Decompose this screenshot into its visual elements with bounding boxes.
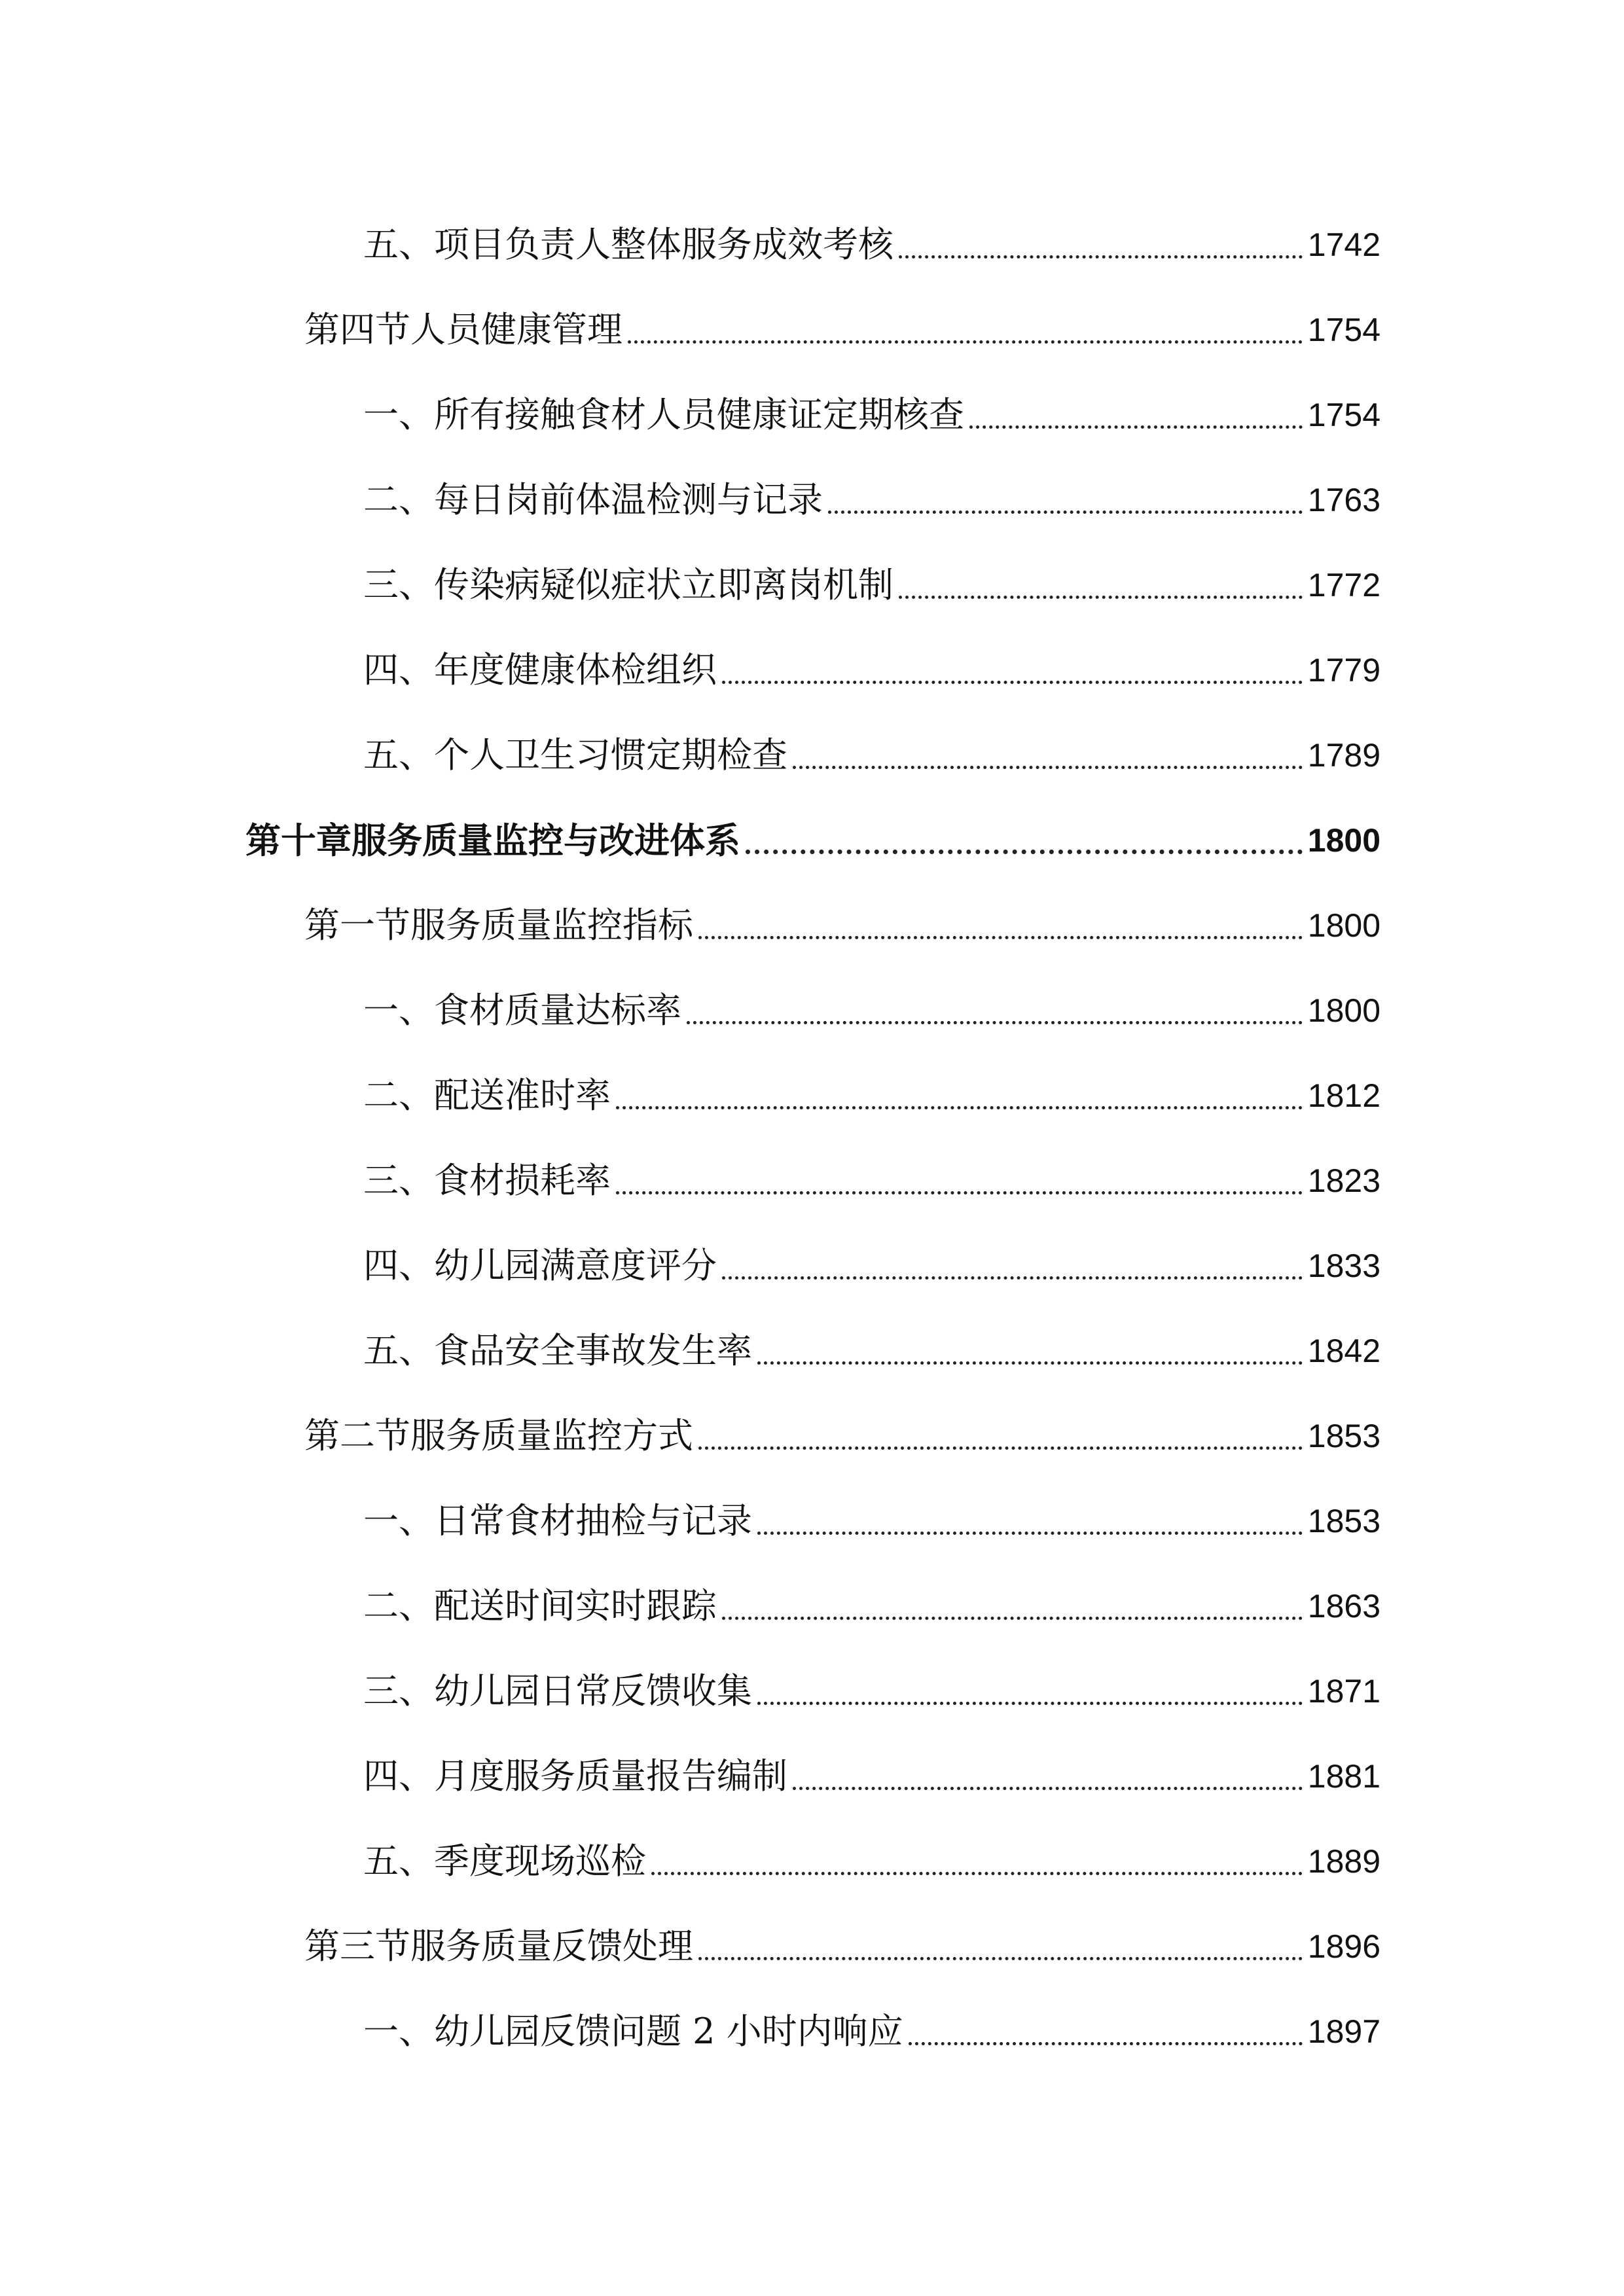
toc-leader-dots (651, 1872, 1303, 1875)
toc-entry[interactable] (363, 638, 1380, 691)
toc-entry-page: 1763 (1307, 482, 1380, 518)
toc-entry-page: 1823 (1307, 1162, 1380, 1199)
toc-entry-page: 1779 (1307, 652, 1380, 689)
toc-entry-title: 一、幼儿园反馈问题 2 小时内响应 (363, 2011, 903, 2052)
toc-entry-title: 一、所有接触食材人员健康证定期核查 (363, 394, 964, 435)
toc-entry[interactable] (363, 2000, 1380, 2052)
toc-entry[interactable] (304, 1404, 1380, 1456)
toc-entry-title: 四、幼儿园满意度评分 (363, 1245, 717, 1286)
toc-entry-title: 一、日常食材抽检与记录 (363, 1500, 752, 1541)
toc-entry-title: 一、食材质量达标率 (363, 990, 681, 1031)
toc-entry-title: 四、年度健康体检组织 (363, 649, 717, 691)
toc-entry[interactable] (363, 1234, 1380, 1286)
toc-leader-dots (899, 255, 1303, 259)
toc-entry-title: 五、项目负责人整体服务成效考核 (363, 224, 893, 265)
toc-entry[interactable] (363, 553, 1380, 605)
toc-entry-title: 五、季度现场巡检 (363, 1840, 646, 1882)
toc-entry-title: 第二节服务质量监控方式 (304, 1415, 693, 1456)
toc-entry[interactable] (304, 1914, 1380, 1967)
toc-entry-page: 1896 (1307, 1928, 1380, 1965)
toc-leader-dots (757, 1361, 1303, 1365)
toc-entry-page: 1800 (1307, 907, 1380, 944)
toc-leader-dots (628, 340, 1303, 344)
toc-entry-page: 1772 (1307, 567, 1380, 603)
toc-entry-page: 1853 (1307, 1418, 1380, 1454)
toc-entry-title: 第一节服务质量监控指标 (304, 905, 693, 946)
toc-entry-title: 四、月度服务质量报告编制 (363, 1755, 787, 1797)
toc-entry[interactable] (363, 1489, 1380, 1541)
toc-entry-page: 1742 (1307, 226, 1380, 263)
toc-entry[interactable] (304, 893, 1380, 946)
toc-leader-dots (722, 1617, 1303, 1620)
toc-entry-page: 1871 (1307, 1673, 1380, 1710)
toc-leader-dots (698, 1957, 1303, 1960)
toc-leader-dots (616, 1106, 1303, 1109)
toc-entry-page: 1863 (1307, 1588, 1380, 1624)
toc-entry[interactable] (363, 978, 1380, 1031)
toc-leader-dots (909, 2042, 1303, 2045)
toc-chapter-entry[interactable] (245, 808, 1380, 861)
toc-leader-dots (746, 850, 1303, 854)
toc-entry-page: 1754 (1307, 397, 1380, 433)
toc-entry-title: 二、每日岗前体温检测与记录 (363, 479, 823, 520)
toc-leader-dots (793, 766, 1303, 769)
toc-leader-dots (828, 511, 1303, 514)
toc-leader-dots (969, 425, 1303, 429)
toc-entry[interactable] (363, 1574, 1380, 1626)
toc-leader-dots (698, 936, 1303, 939)
toc-entry-title: 三、食材损耗率 (363, 1160, 611, 1201)
toc-entry-title: 二、配送时间实时跟踪 (363, 1585, 717, 1626)
toc-entry-title: 五、个人卫生习惯定期检查 (363, 734, 787, 776)
toc-entry[interactable] (363, 1319, 1380, 1371)
toc-leader-dots (757, 1702, 1303, 1705)
toc-entry-title: 二、配送准时率 (363, 1075, 611, 1116)
toc-leader-dots (757, 1532, 1303, 1535)
toc-entry-page: 1881 (1307, 1758, 1380, 1795)
toc-entry[interactable] (363, 1829, 1380, 1882)
toc-entry-title: 三、幼儿园日常反馈收集 (363, 1670, 752, 1712)
toc-leader-dots (899, 596, 1303, 599)
toc-entry[interactable] (363, 1064, 1380, 1116)
toc-entry[interactable] (363, 1744, 1380, 1797)
toc-entry-title: 第四节人员健康管理 (304, 309, 623, 350)
toc-entry-title: 第十章服务质量监控与改进体系 (245, 819, 740, 861)
toc-entry-page: 1833 (1307, 1247, 1380, 1284)
toc-entry[interactable] (363, 1659, 1380, 1712)
toc-entry-title: 三、传染病疑似症状立即离岗机制 (363, 564, 893, 605)
toc-entry-page: 1889 (1307, 1843, 1380, 1880)
toc-entry-page: 1842 (1307, 1333, 1380, 1369)
toc-entry[interactable] (304, 298, 1380, 350)
toc-entry-page: 1853 (1307, 1503, 1380, 1539)
toc-leader-dots (722, 1276, 1303, 1280)
toc-leader-dots (722, 681, 1303, 684)
toc-entry[interactable] (363, 468, 1380, 520)
toc-entry-title: 第三节服务质量反馈处理 (304, 1926, 693, 1967)
toc-leader-dots (687, 1021, 1303, 1024)
toc-entry-title: 五、食品安全事故发生率 (363, 1330, 752, 1371)
toc-leader-dots (793, 1787, 1303, 1790)
toc-entry[interactable] (363, 213, 1380, 265)
toc-entry-page: 1789 (1307, 737, 1380, 774)
toc-entry-page: 1812 (1307, 1077, 1380, 1114)
toc-entry-page: 1897 (1307, 2013, 1380, 2050)
toc-leader-dots (698, 1446, 1303, 1450)
toc-leader-dots (616, 1191, 1303, 1194)
toc-entry[interactable] (363, 383, 1380, 435)
toc-entry-page: 1800 (1307, 992, 1380, 1029)
toc-entry-page: 1800 (1307, 822, 1380, 859)
toc-entry[interactable] (363, 723, 1380, 776)
toc-entry-page: 1754 (1307, 312, 1380, 348)
toc-entry[interactable] (363, 1149, 1380, 1201)
